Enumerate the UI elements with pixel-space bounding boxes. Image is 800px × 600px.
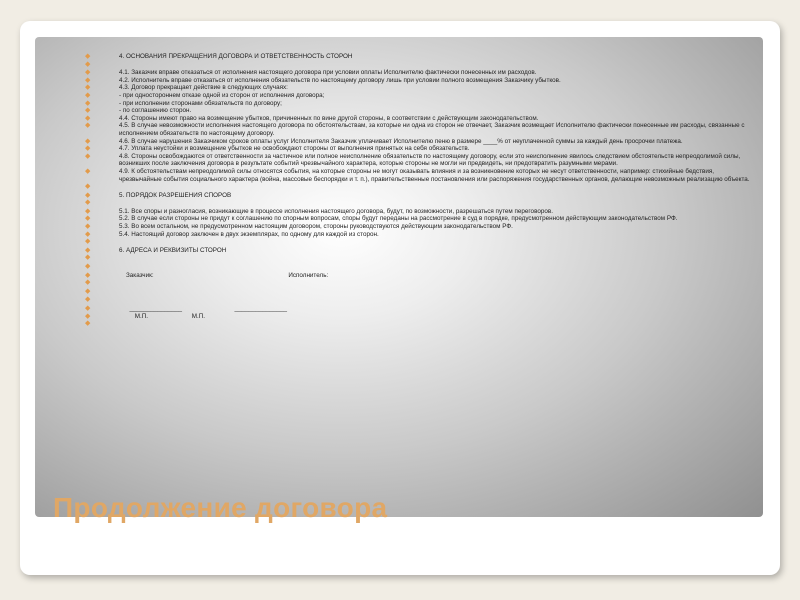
slide-title: Продолжение договора xyxy=(53,492,388,523)
contract-text-line xyxy=(85,279,755,287)
contract-text-list xyxy=(85,53,755,329)
diamond-bullet-icon: ◆ xyxy=(85,287,91,295)
contract-text: - при одностороннем отказе одной из сторон от исполнения договора; xyxy=(119,91,325,99)
diamond-bullet-icon: ◆ xyxy=(85,145,91,153)
contract-text: 5.1. Все споры и разногласия, возникающие в процессе исполнения настоящего договора, будут, по возможности, разрешаться путем переговоров. xyxy=(119,207,553,215)
contract-text: 4.9. К обстоятельствам непреодолимой силы относятся события, на которые стороны не могут оказывать влияния и за возникновение которых не несут ответственности, например: стихийные бедствия, чрезвычайные события социального характера (война, массовые беспорядки и т. п.), правительственные постановления или распоряжения государственных органов, делающие невозможным реализацию объекта. xyxy=(119,167,750,183)
contract-text: 4.4. Стороны имеют право на возмещение убытков, причиненных по вине другой стороны, в соответствии с действующим законодательством. xyxy=(119,114,539,122)
contract-text: 5.4. Настоящий договор заключен в двух экземплярах, по одному для каждой из сторон. xyxy=(119,230,379,238)
diamond-bullet-icon: ◆ xyxy=(85,69,91,77)
contract-text: _______________ _______________ xyxy=(119,305,288,312)
diamond-bullet-icon: ◆ xyxy=(85,223,91,231)
contract-text: М.П. М.П. xyxy=(119,312,206,320)
contract-text: Заказчик: Исполнитель: xyxy=(119,271,329,279)
diamond-bullet-icon: ◆ xyxy=(85,114,91,122)
contract-text-line xyxy=(85,84,755,92)
contract-text-line xyxy=(85,320,755,328)
contract-text-line xyxy=(85,215,755,223)
diamond-bullet-icon: ◆ xyxy=(85,199,91,207)
contract-text-line xyxy=(85,168,755,183)
contract-text: 5.2. В случае если стороны не придут к соглашению по спорным вопросам, споры будут переданы на рассмотрение в суд в порядке, предусмотренном действующим законодательством РФ. xyxy=(119,215,678,223)
contract-text-line xyxy=(85,100,755,108)
contract-text-line xyxy=(85,61,755,69)
contract-text: 6. АДРЕСА И РЕКВИЗИТЫ СТОРОН xyxy=(119,246,227,254)
contract-text-line xyxy=(85,138,755,146)
diamond-bullet-icon: ◆ xyxy=(85,167,91,175)
diamond-bullet-icon: ◆ xyxy=(85,246,91,254)
contract-text-line xyxy=(85,296,755,304)
diamond-bullet-icon: ◆ xyxy=(85,84,91,92)
diamond-bullet-icon: ◆ xyxy=(85,271,91,279)
contract-text: 4.1. Заказчик вправе отказаться от исполнения настоящего договора при условии оплаты Исполнителю фактически понесенных им расходов. xyxy=(119,69,537,77)
contract-text: 4.6. В случае нарушения Заказчиком сроков оплаты услуг Исполнителя Заказчик уплачивает Исполнителю пеню в размере ____% от неуплаченной суммы за каждый день просрочки платежа. xyxy=(119,137,683,145)
diamond-bullet-icon: ◆ xyxy=(85,279,91,287)
diamond-bullet-icon: ◆ xyxy=(85,191,91,199)
contract-text-line xyxy=(85,231,755,239)
diamond-bullet-icon: ◆ xyxy=(85,76,91,84)
contract-text: 4.7. Уплата неустойки и возмещение убытков не освобождают стороны от выполнения принятых на себя обязательств. xyxy=(119,145,470,153)
contract-text-line xyxy=(85,122,755,137)
contract-text-line xyxy=(85,145,755,153)
contract-text: 4.8. Стороны освобождаются от ответственности за частичное или полное неисполнение обязательств по настоящему договору, если это неисполнение явилось следствием обстоятельств непреодолимой силы, возникших после заключения договора в результате событий чрезвычайного характера, которые стороны не могли ни предвидеть, ни предотвратить разумными мерами. xyxy=(119,152,742,168)
contract-text: 4.2. Исполнитель вправе отказаться от исполнения обязательств по настоящему договору лишь при условии полного возмещения Заказчику убытков. xyxy=(119,76,561,84)
contract-text: - при исполнении сторонами обязательств по договору; xyxy=(119,99,282,107)
diamond-bullet-icon: ◆ xyxy=(85,215,91,223)
contract-text: - по соглашению сторон. xyxy=(119,107,192,115)
contract-text-line xyxy=(85,305,755,313)
diamond-bullet-icon: ◆ xyxy=(85,152,91,160)
contract-text-line xyxy=(85,107,755,115)
contract-text-line xyxy=(85,263,755,271)
diamond-bullet-icon: ◆ xyxy=(85,99,91,107)
diamond-bullet-icon: ◆ xyxy=(85,137,91,145)
contract-text-line xyxy=(85,238,755,246)
diamond-bullet-icon: ◆ xyxy=(85,53,91,60)
contract-text-line xyxy=(85,69,755,77)
contract-text-line xyxy=(85,223,755,231)
contract-text: 5.3. Во всем остальном, не предусмотренном настоящим договором, стороны руководствуются действующим законодательством РФ. xyxy=(119,223,513,231)
diamond-bullet-icon: ◆ xyxy=(85,91,91,99)
diamond-bullet-icon: ◆ xyxy=(85,122,91,130)
diamond-bullet-icon: ◆ xyxy=(85,305,91,312)
contract-text: 5. ПОРЯДОК РАЗРЕШЕНИЯ СПОРОВ xyxy=(119,191,232,199)
contract-text-line xyxy=(85,288,755,296)
contract-text-line xyxy=(85,313,755,321)
contract-text-line xyxy=(85,272,755,280)
contract-text: 4. ОСНОВАНИЯ ПРЕКРАЩЕНИЯ ДОГОВОРА И ОТВЕТСТВЕННОСТЬ СТОРОН xyxy=(119,53,353,60)
contract-text-line xyxy=(85,183,755,191)
diamond-bullet-icon: ◆ xyxy=(85,60,91,68)
diamond-bullet-icon: ◆ xyxy=(85,263,91,271)
contract-text-line xyxy=(85,153,755,168)
contract-text-line xyxy=(85,92,755,100)
diamond-bullet-icon: ◆ xyxy=(85,238,91,246)
content-panel xyxy=(35,37,763,517)
contract-text: 4.3. Договор прекращает действие в следующих случаях: xyxy=(119,84,288,92)
diamond-bullet-icon: ◆ xyxy=(85,254,91,262)
diamond-bullet-icon: ◆ xyxy=(85,230,91,238)
diamond-bullet-icon: ◆ xyxy=(85,320,91,328)
diamond-bullet-icon: ◆ xyxy=(85,183,91,191)
contract-text: 4.5. В случае невозможности исполнения настоящего договора по обстоятельствам, за которые ни одна из сторон не отвечает, Заказчик возмещает Исполнителю фактически понесенные им расходы, связанные с исполнением обязательств по настоящему договору. xyxy=(119,122,747,137)
contract-text-line xyxy=(85,53,755,61)
contract-text-line xyxy=(85,254,755,262)
diamond-bullet-icon: ◆ xyxy=(85,312,91,320)
contract-text-line xyxy=(85,247,755,255)
diamond-bullet-icon: ◆ xyxy=(85,296,91,304)
diamond-bullet-icon: ◆ xyxy=(85,207,91,215)
contract-text-line xyxy=(85,192,755,200)
diamond-bullet-icon: ◆ xyxy=(85,107,91,115)
contract-text-line xyxy=(85,199,755,207)
